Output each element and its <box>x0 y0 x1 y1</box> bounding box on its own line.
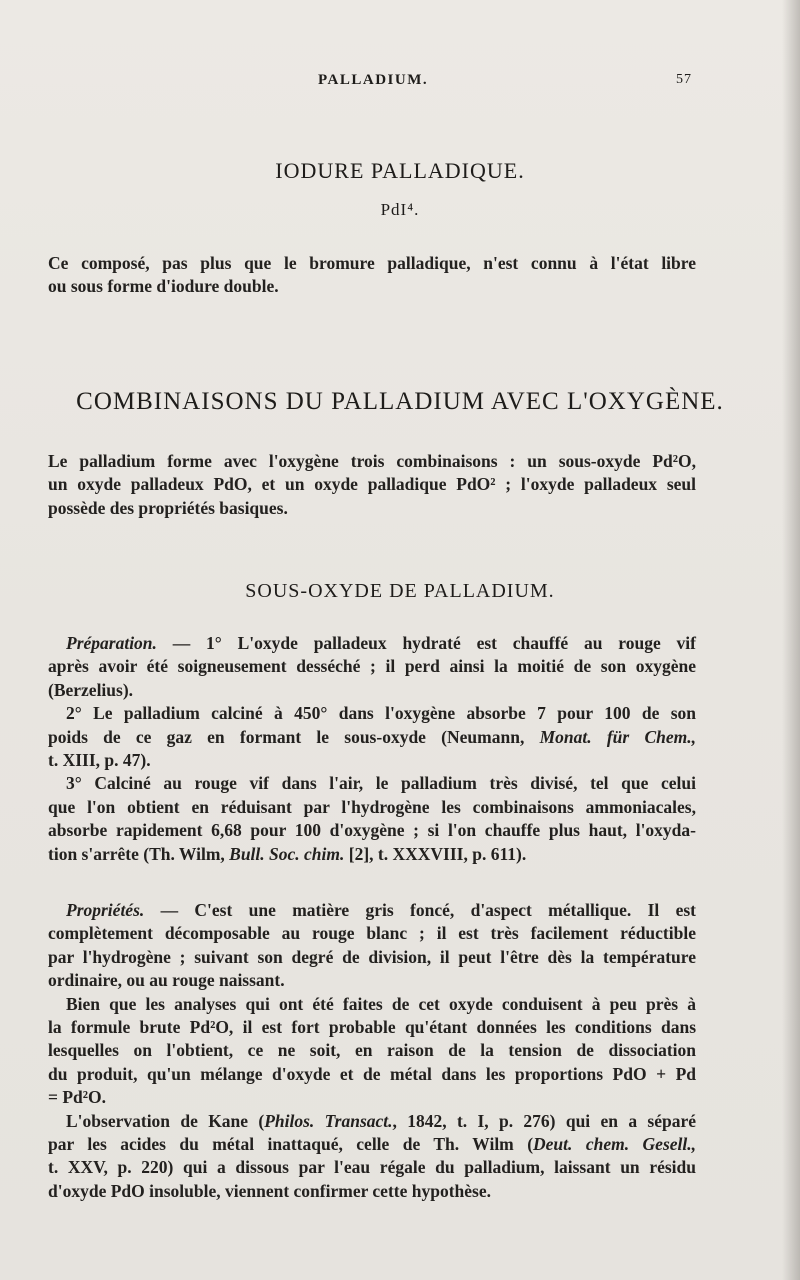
text-run: poids de ce gaz en formant le sous-oxyde (Neumann, <box>48 726 540 747</box>
text-run: , 1842, t. I, p. 276) qui en a séparé <box>392 1110 696 1131</box>
running-header <box>0 72 800 94</box>
journal-ref: Deut. chem. Gesell., <box>533 1134 696 1155</box>
running-title: PALLADIUM. <box>318 72 429 88</box>
text-line: t. XXV, p. 220) qui a dissous par l'eau régale du palladium, laissant un résidu <box>48 1157 696 1178</box>
text-line: = Pd²O. <box>48 1087 107 1108</box>
text-line: t. XIII, p. 47). <box>48 750 151 771</box>
page-number: 57 <box>676 72 692 87</box>
text-line: 3° Calciné au rouge vif dans l'air, le palladium très divisé, tel que celui <box>66 773 696 794</box>
text-line: après avoir été soigneusement desséché ; il perd ainsi la moitié de son oxygène <box>48 656 696 677</box>
text-line: Ce composé, pas plus que le bromure palladique, n'est connu à l'état libre <box>48 253 696 273</box>
paragraph-preparation <box>48 632 696 866</box>
journal-ref: Philos. Transact. <box>264 1110 393 1131</box>
text-line: complètement décomposable au rouge blanc ; il est très facilement réductible <box>48 923 696 944</box>
paragraph-combinaisons <box>48 450 696 520</box>
text-line <box>48 726 696 749</box>
text-line: possède des propriétés basiques. <box>48 497 288 518</box>
text-run: par les acides du métal inattaqué, celle de Th. Wilm ( <box>48 1134 534 1155</box>
text-line: absorbe rapidement 6,68 pour 100 d'oxygène ; si l'on chauffe plus haut, l'oxyda- <box>48 820 696 841</box>
text-line: la formule brute Pd²O, il est fort probable qu'étant données les conditions dans <box>48 1017 696 1038</box>
text-line: 2° Le palladium calciné à 450° dans l'oxygène absorbe 7 pour 100 de son <box>66 703 696 724</box>
text-line: ou sous forme d'iodure double. <box>48 276 279 297</box>
journal-ref: Bull. Soc. chim. <box>229 843 345 864</box>
paragraph-iodure <box>48 252 696 299</box>
text-line <box>48 899 696 922</box>
text-line: ordinaire, ou au rouge naissant. <box>48 970 285 991</box>
text-run: — C'est une matière gris foncé, d'aspect métallique. Il est <box>144 900 696 920</box>
text-line: d'oxyde PdO insoluble, viennent confirmer cette hypothèse. <box>48 1180 491 1201</box>
text-run: [2], t. XXXVIII, p. 611). <box>344 843 527 864</box>
text-line: Bien que les analyses qui ont été faites de cet oxyde conduisent à peu près à <box>66 993 696 1014</box>
paragraph-proprietes <box>48 899 696 1203</box>
text-run: — 1° L'oxyde palladeux hydraté est chauffé au rouge vif <box>156 633 696 653</box>
section-title-iodure: IODURE PALLADIQUE. <box>275 158 525 183</box>
text-line: que l'on obtient en réduisant par l'hydrogène les combinaisons ammoniacales, <box>48 796 696 817</box>
text-line <box>48 1110 696 1133</box>
text-line <box>48 843 696 866</box>
text-line: Le palladium forme avec l'oxygène trois combinaisons : un sous-oxyde Pd²O, <box>48 451 696 471</box>
section-title-sous-oxyde: SOUS-OXYDE DE PALLADIUM. <box>245 580 555 602</box>
text-line: par l'hydrogène ; suivant son degré de division, il peut l'être dès la température <box>48 946 696 967</box>
label-preparation: Préparation. <box>66 633 157 653</box>
text-line: (Berzelius). <box>48 679 134 700</box>
text-run: tion s'arrête (Th. Wilm, <box>48 843 230 864</box>
text-line <box>48 1133 696 1156</box>
text-line: du produit, qu'un mélange d'oxyde et de métal dans les proportions PdO + Pd <box>48 1063 696 1084</box>
text-line: lesquelles on l'obtient, ce ne soit, en raison de la tension de dissociation <box>48 1040 696 1061</box>
page-edge-shadow <box>782 0 800 1280</box>
formula-pdi4: PdI⁴. <box>380 200 420 219</box>
journal-ref: Monat. für Chem., <box>539 726 697 747</box>
section-title-combinaisons: COMBINAISONS DU PALLADIUM AVEC L'OXYGÈNE. <box>76 388 724 415</box>
text-line: un oxyde palladeux PdO, et un oxyde palladique PdO² ; l'oxyde palladeux seul <box>48 474 696 495</box>
text-line <box>48 632 696 655</box>
label-proprietes: Propriétés. <box>66 900 145 920</box>
text-run: L'observation de Kane ( <box>66 1110 265 1131</box>
